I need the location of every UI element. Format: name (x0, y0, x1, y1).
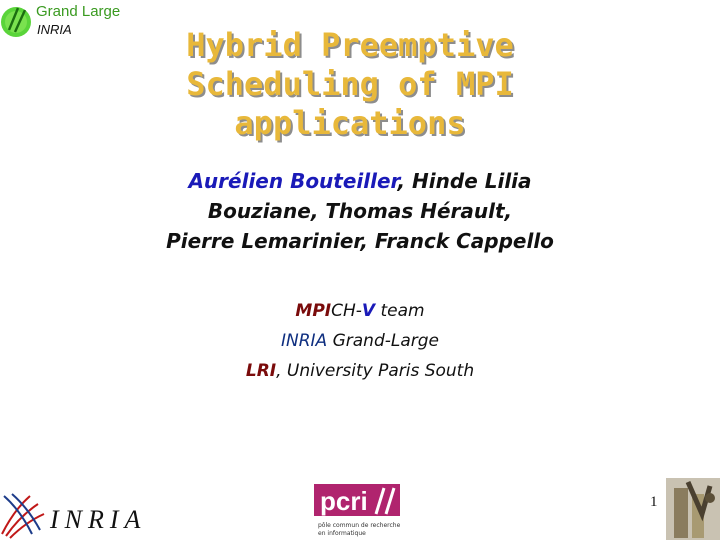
inria-team-label: INRIA (281, 331, 328, 351)
authors-line-1 (80, 166, 640, 196)
title-line-2: Scheduling of MPI (186, 65, 514, 103)
authors-line-1-rest: , Hinde Lilia (397, 169, 532, 193)
university-label: , University Paris South (276, 361, 475, 381)
team-word: team (375, 301, 425, 321)
grand-large-logo-icon (0, 0, 36, 42)
grand-large-label: Grand Large (36, 3, 121, 20)
v-label: V (361, 301, 376, 321)
ch-label: CH- (331, 301, 362, 321)
pcri-sub-2: en informatique (318, 530, 366, 537)
lri-label: LRI (245, 361, 277, 381)
mpi-label: MPI (295, 301, 332, 321)
team-block (160, 296, 560, 386)
team-line-1 (160, 296, 560, 326)
authors-block (80, 166, 640, 256)
team-line-2 (160, 326, 560, 356)
title-line-3: applications (234, 104, 466, 142)
speaker-name: Aurélien Bouteiller (188, 169, 398, 193)
pcri-logo-icon (314, 480, 404, 540)
pcri-sub-1: pôle commun de recherche (318, 522, 401, 529)
page-number: 1 (650, 494, 658, 510)
title-line-1: Hybrid Preemptive (186, 26, 514, 64)
lri-logo-icon (666, 478, 720, 540)
grand-large-team-label: Grand-Large (327, 331, 439, 351)
inria-logo-text: INRIA (50, 505, 147, 534)
authors-line-3: Pierre Lemarinier, Franck Cappello (166, 229, 554, 253)
inria-logo-icon (0, 490, 170, 540)
slide-title (140, 26, 560, 143)
team-line-3 (160, 356, 560, 386)
authors-line-2: Bouziane, Thomas Hérault, (207, 199, 513, 223)
inria-label: INRIA (37, 22, 72, 37)
pcri-logo-text: pcri (320, 486, 368, 516)
